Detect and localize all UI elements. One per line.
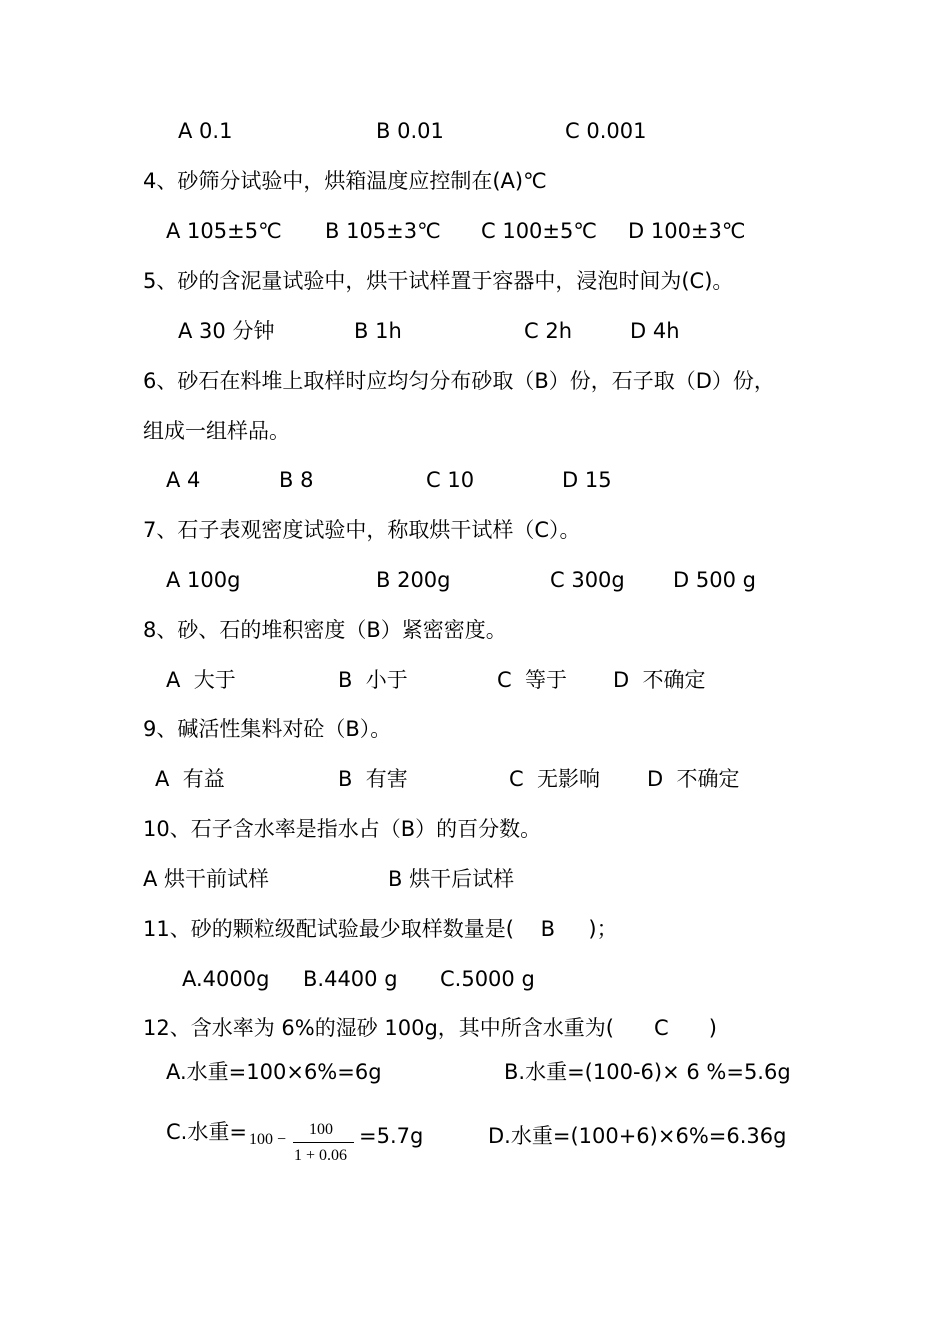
q12-option-c-prefix: C.水重= (166, 1120, 247, 1144)
q7-option-d: D 500 g (673, 568, 756, 592)
q5-option-a: A 30 分钟 (178, 319, 275, 343)
q4-option-d: D 100±3℃ (628, 219, 746, 243)
q12-option-c-whole: 100 − (249, 1131, 287, 1148)
q7-option-b: B 200g (376, 568, 451, 592)
q9-option-c: C 无影响 (509, 767, 601, 791)
q3-option-a: A 0.1 (178, 119, 233, 143)
q4-option-a: A 105±5℃ (166, 219, 282, 243)
q7-stem: 7、石子表观密度试验中，称取烘干试样（C）。 (143, 518, 581, 542)
q5-stem: 5、砂的含泥量试验中，烘干试样置于容器中，浸泡时间为(C)。 (143, 269, 734, 293)
q3-option-c: C 0.001 (565, 119, 647, 143)
q12-option-c-numerator: 100 (309, 1121, 333, 1138)
q10-option-b: B 烘干后试样 (388, 867, 515, 891)
q11-option-b: B.4400 g (303, 967, 398, 991)
q6-option-d: D 15 (562, 468, 612, 492)
q6-option-b: B 8 (279, 468, 314, 492)
q5-option-d: D 4h (630, 319, 680, 343)
q12-option-c-fraction-bar (293, 1142, 354, 1143)
q5-option-b: B 1h (354, 319, 402, 343)
q12-option-a: A.水重=100×6%=6g (166, 1060, 382, 1084)
q6-option-a: A 4 (166, 468, 201, 492)
q7-option-c: C 300g (550, 568, 625, 592)
q3-option-b: B 0.01 (376, 119, 444, 143)
q8-option-c: C 等于 (497, 668, 568, 692)
q6-stem-line1: 6、砂石在料堆上取样时应均匀分布砂取（B）份，石子取（D）份， (143, 369, 775, 393)
q4-option-c: C 100±5℃ (481, 219, 597, 243)
q6-option-c: C 10 (426, 468, 475, 492)
q8-option-d: D 不确定 (613, 668, 706, 692)
q10-stem: 10、石子含水率是指水占（B）的百分数。 (143, 817, 542, 841)
q11-option-a: A.4000g (182, 967, 270, 991)
q6-stem-line2: 组成一组样品。 (143, 419, 290, 443)
q12-stem: 12、含水率为 6%的湿砂 100g，其中所含水重为( C ) (143, 1016, 717, 1040)
q11-option-c: C.5000 g (440, 967, 535, 991)
q9-option-d: D 不确定 (647, 767, 740, 791)
q12-option-c-denominator: 1 + 0.06 (294, 1147, 348, 1164)
q9-option-b: B 有害 (338, 767, 408, 791)
q9-stem: 9、碱活性集料对砼（B）。 (143, 717, 392, 741)
q4-option-b: B 105±3℃ (325, 219, 441, 243)
q4-stem: 4、砂筛分试验中，烘箱温度应控制在(A)℃ (143, 169, 547, 193)
q12-option-d: D.水重=(100+6)×6%=6.36g (488, 1124, 787, 1148)
q12-option-b: B.水重=(100-6)× 6 %=5.6g (504, 1060, 791, 1084)
q8-option-b: B 小于 (338, 668, 408, 692)
q7-option-a: A 100g (166, 568, 241, 592)
q12-option-c-suffix: =5.7g (359, 1124, 424, 1148)
q9-option-a: A 有益 (155, 767, 225, 791)
q5-option-c: C 2h (524, 319, 573, 343)
q10-option-a: A 烘干前试样 (143, 867, 270, 891)
q8-stem: 8、砂、石的堆积密度（B）紧密密度。 (143, 618, 507, 642)
q11-stem: 11、砂的颗粒级配试验最少取样数量是( B )； (143, 917, 618, 941)
q8-option-a: A 大于 (166, 668, 236, 692)
